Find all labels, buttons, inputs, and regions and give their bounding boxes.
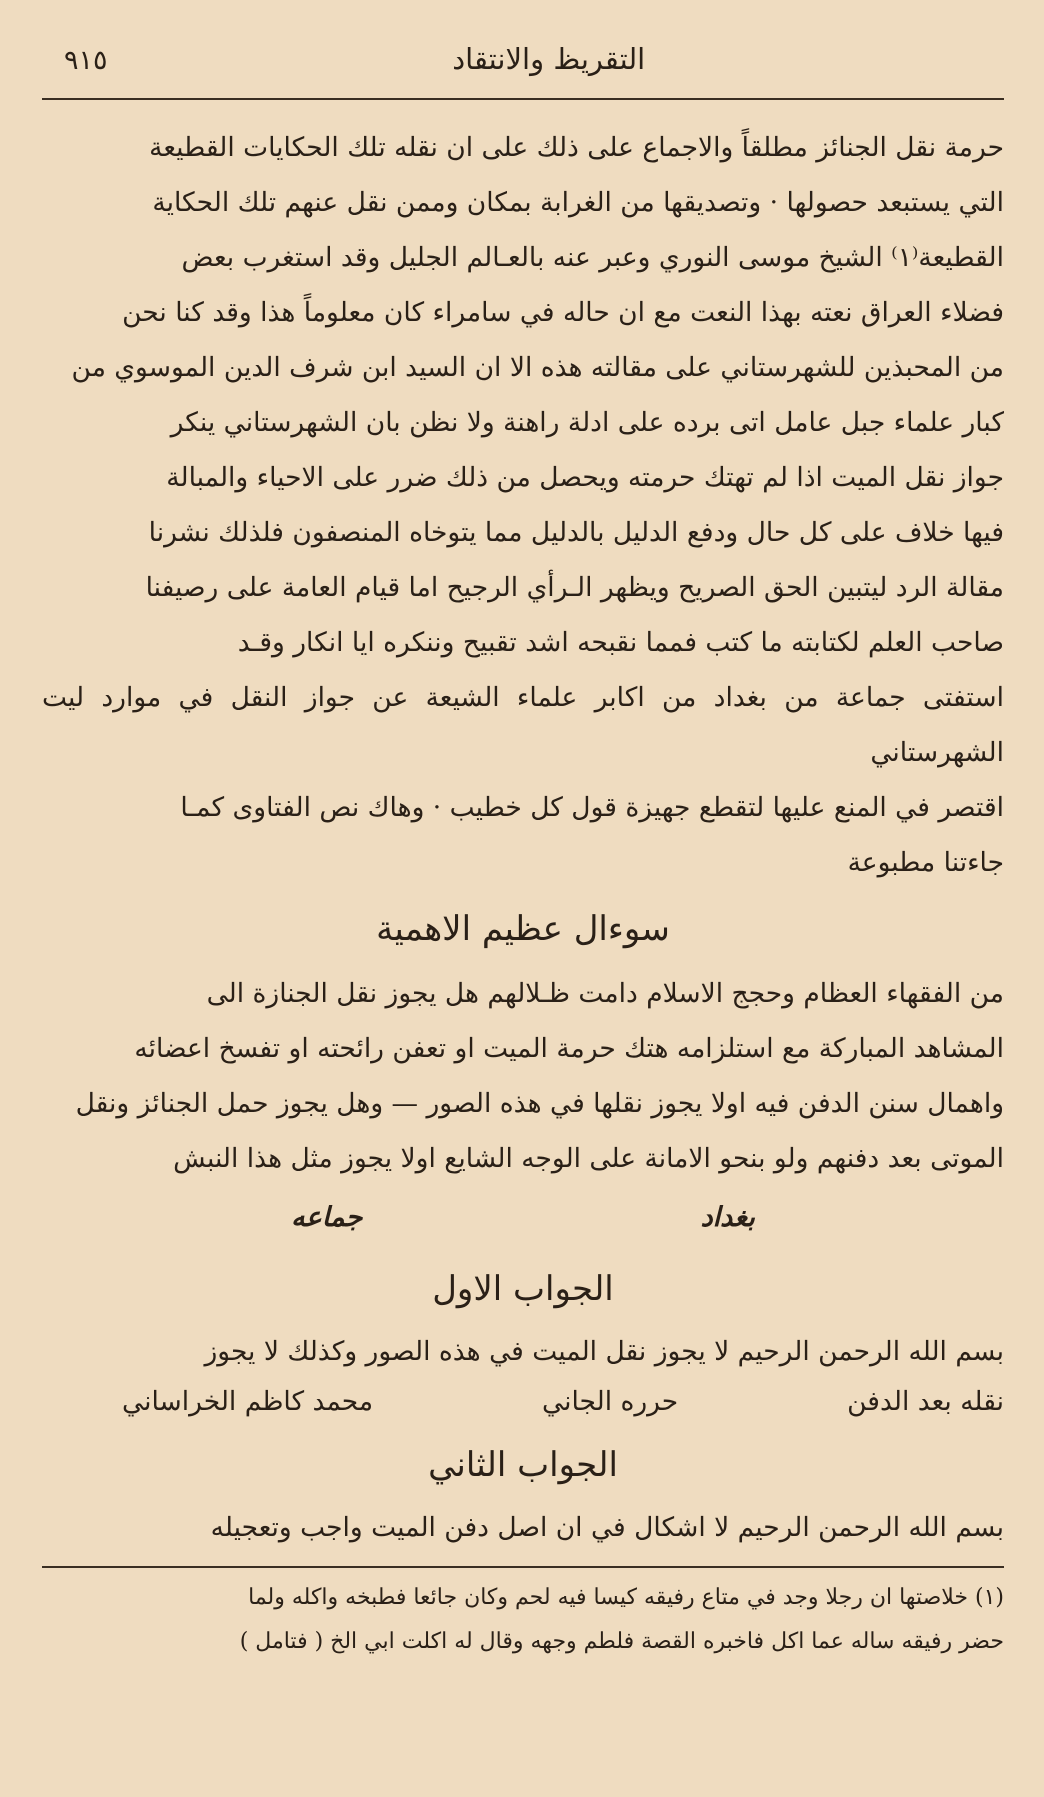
body-line: من المحبذين للشهرستاني على مقالته هذه الا ان السيد ابن شرف الدين الموسوي من <box>71 352 1004 383</box>
footnote-line: حضر رفيقه ساله عما اكل فاخبره القصة فلطم وجهه وقال له اكلت ابي الخ ( فتامل ) <box>239 1629 1004 1654</box>
question-text <box>42 966 1004 1186</box>
body-line: فضلاء العراق نعته بهذا النعت مع ان حاله في سامراء كان معلوماً هذا وقد كنا نحن <box>122 297 1004 328</box>
running-title: التقريظ والانتقاد <box>452 42 646 76</box>
question-signer: جماعه <box>291 1202 363 1233</box>
footnote <box>42 1576 1004 1664</box>
body-line: مقالة الرد ليتبين الحق الصريح ويظهر الـرأي الرجيح اما قيام العامة على رصيفنا <box>145 572 1004 603</box>
body-line: فيها خلاف على كل حال ودفع الدليل بالدليل مما يتوخاه المنصفون فلذلك نشرنا <box>148 517 1004 548</box>
answer1-author-note: حرره الجاني <box>542 1386 679 1417</box>
footnote-line: (١) خلاصتها ان رجلا وجد في متاع رفيقه كيسا فيه لحم وكان جائعا فطبخه واكله ولما <box>248 1585 1004 1610</box>
body-line: جاءتنا مطبوعة <box>847 847 1004 878</box>
answer1-line-start: نقله بعد الدفن <box>847 1386 1004 1417</box>
answer1-author: محمد كاظم الخراساني <box>122 1386 374 1417</box>
question-signature <box>42 1186 1004 1250</box>
answer2-line: بسم الله الرحمن الرحيم لا اشكال في ان اصل دفن الميت واجب وتعجيله <box>210 1512 1004 1543</box>
running-header <box>42 30 1004 76</box>
question-heading: سوءال عظيم الاهمية <box>376 909 670 949</box>
page-number: ٩١٥ <box>64 45 108 76</box>
body-line: كبار علماء جبل عامل اتى برده على ادلة راهنة ولا نظن بان الشهرستاني ينكر <box>170 407 1004 438</box>
body-line: استفتى جماعة من بغداد من اكابر علماء الشيعة عن جواز النقل في موارد ليت الشهرستاني <box>42 682 1004 768</box>
question-line: المشاهد المباركة مع استلزامه هتك حرمة الميت او تعفن رائحته او تفسخ اعضائه <box>134 1033 1004 1064</box>
answer1-heading: الجواب الاول <box>432 1269 614 1309</box>
answer1-text <box>42 1326 1004 1378</box>
answer1-signature <box>42 1378 1004 1426</box>
answer2-text <box>42 1502 1004 1554</box>
body-paragraph <box>42 120 1004 890</box>
question-line: واهمال سنن الدفن فيه اولا يجوز نقلها في هذه الصور — وهل يجوز حمل الجنائز ونقل <box>75 1088 1004 1119</box>
body-line: القطيعة⁽١⁾ الشيخ موسى النوري وعبر عنه بالعـالم الجليل وقد استغرب بعض <box>181 242 1004 273</box>
answer1-line: بسم الله الرحمن الرحيم لا يجوز نقل الميت في هذه الصور وكذلك لا يجوز <box>204 1336 1004 1367</box>
body-line: التي يستبعد حصولها · وتصديقها من الغرابة بمكان وممن نقل عنهم تلك الحكاية <box>152 187 1004 218</box>
body-line: صاحب العلم لكتابته ما كتب فمما نقبحه اشد تقبيح وننكره ايا انكار وقـد <box>237 627 1004 658</box>
question-line: الموتى بعد دفنهم ولو بنحو الامانة على الوجه الشايع اولا يجوز مثل هذا النبش <box>173 1143 1004 1174</box>
body-line: حرمة نقل الجنائز مطلقاً والاجماع على ذلك على ان نقله تلك الحكايات القطيعة <box>149 132 1004 163</box>
question-place: بغداد <box>700 1202 755 1233</box>
answer2-heading: الجواب الثاني <box>428 1445 618 1485</box>
question-line: من الفقهاء العظام وحجج الاسلام دامت ظـلالهم هل يجوز نقل الجنازة الى <box>206 978 1004 1009</box>
header-rule <box>42 98 1004 100</box>
body-line: جواز نقل الميت اذا لم تهتك حرمته ويحصل من ذلك ضرر على الاحياء والمبالة <box>166 462 1004 493</box>
footnote-rule <box>42 1566 1004 1568</box>
body-line: اقتصر في المنع عليها لتقطع جهيزة قول كل خطيب · وهاك نص الفتاوى كمـا <box>180 792 1004 823</box>
